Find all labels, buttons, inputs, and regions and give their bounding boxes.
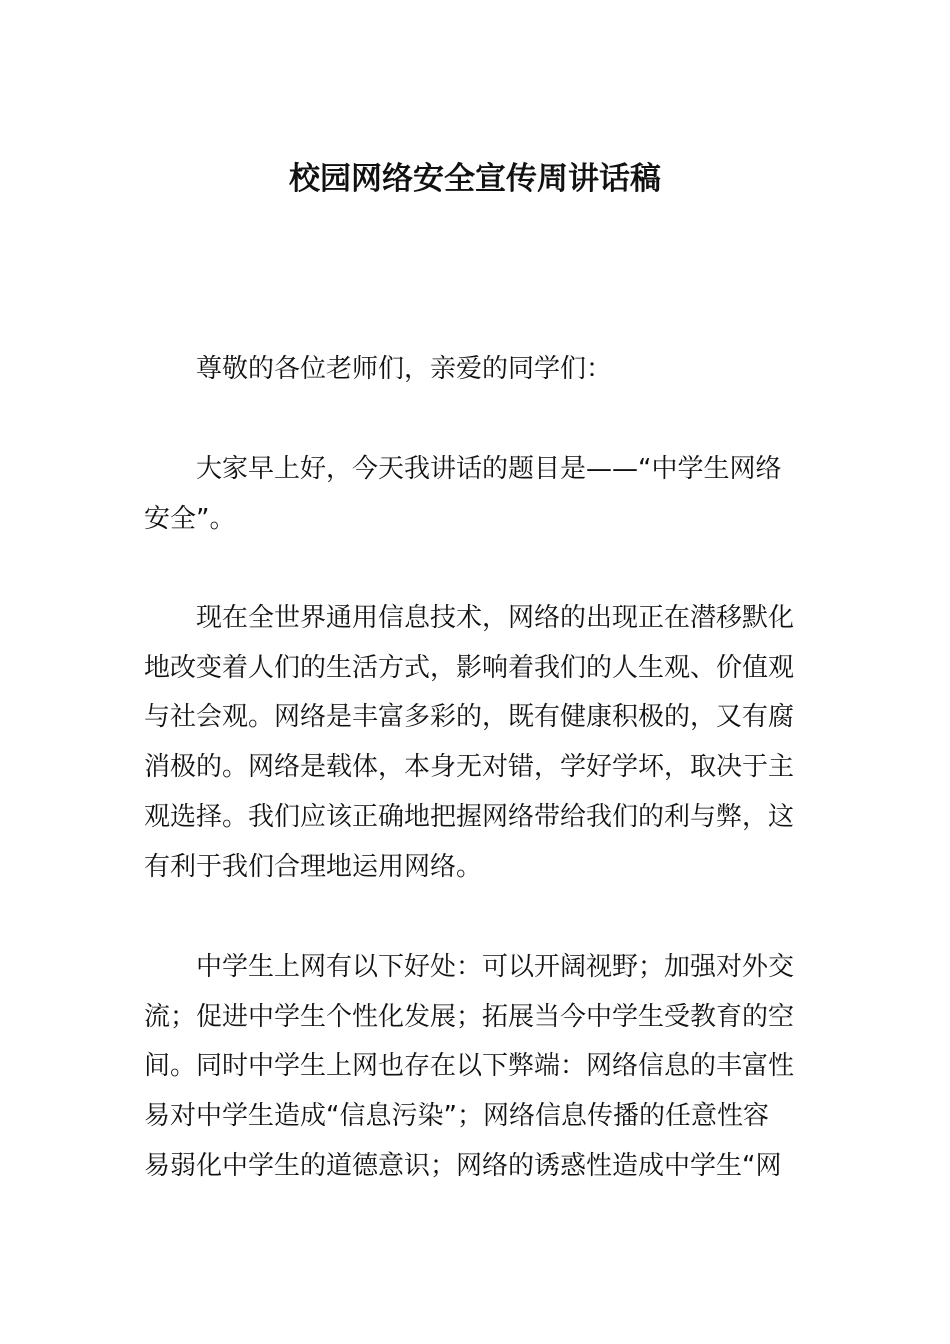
paragraph-line: 地改变着人们的生活方式，影响着我们的人生观、价值观 (144, 652, 795, 683)
paragraph-line: 中学生上网有以下好处：可以开阔视野；加强对外交 (196, 952, 795, 982)
paragraph-line: 易弱化中学生的道德意识；网络的诱惑性造成中学生“网 (144, 1150, 782, 1181)
paragraph-line: 流；促进中学生个性化发展；拓展当今中学生受教育的空 (144, 1001, 795, 1032)
paragraph-line: 消极的。网络是载体，本身无对错，学好学坏，取决于主 (144, 752, 795, 783)
paragraph-line: 安全”。 (144, 503, 236, 534)
paragraph-line: 现在全世界通用信息技术，网络的出现正在潜移默化 (196, 603, 795, 633)
paragraph-line: 与社会观。网络是丰富多彩的，既有健康积极的，又有腐 (144, 702, 795, 733)
paragraph-line: 大家早上好，今天我讲话的题目是——“中学生网络 (196, 454, 782, 484)
paragraph-line: 间。同时中学生上网也存在以下弊端：网络信息的丰富性 (144, 1051, 795, 1082)
paragraph-2 (144, 594, 806, 892)
document-title: 校园网络安全宣传周讲话稿 (289, 161, 661, 197)
salutation-line: 尊敬的各位老师们，亲爱的同学们： (196, 354, 613, 384)
paragraph-line: 观选择。我们应该正确地把握网络带给我们的利与弊，这 (144, 801, 795, 832)
paragraph-line: 有利于我们合理地运用网络。 (144, 851, 483, 882)
salutation-paragraph (144, 345, 806, 395)
paragraph-line: 易对中学生造成“信息污染”；网络信息传播的任意性容 (144, 1101, 769, 1132)
paragraph-1 (144, 445, 806, 544)
paragraph-3 (144, 943, 806, 1192)
